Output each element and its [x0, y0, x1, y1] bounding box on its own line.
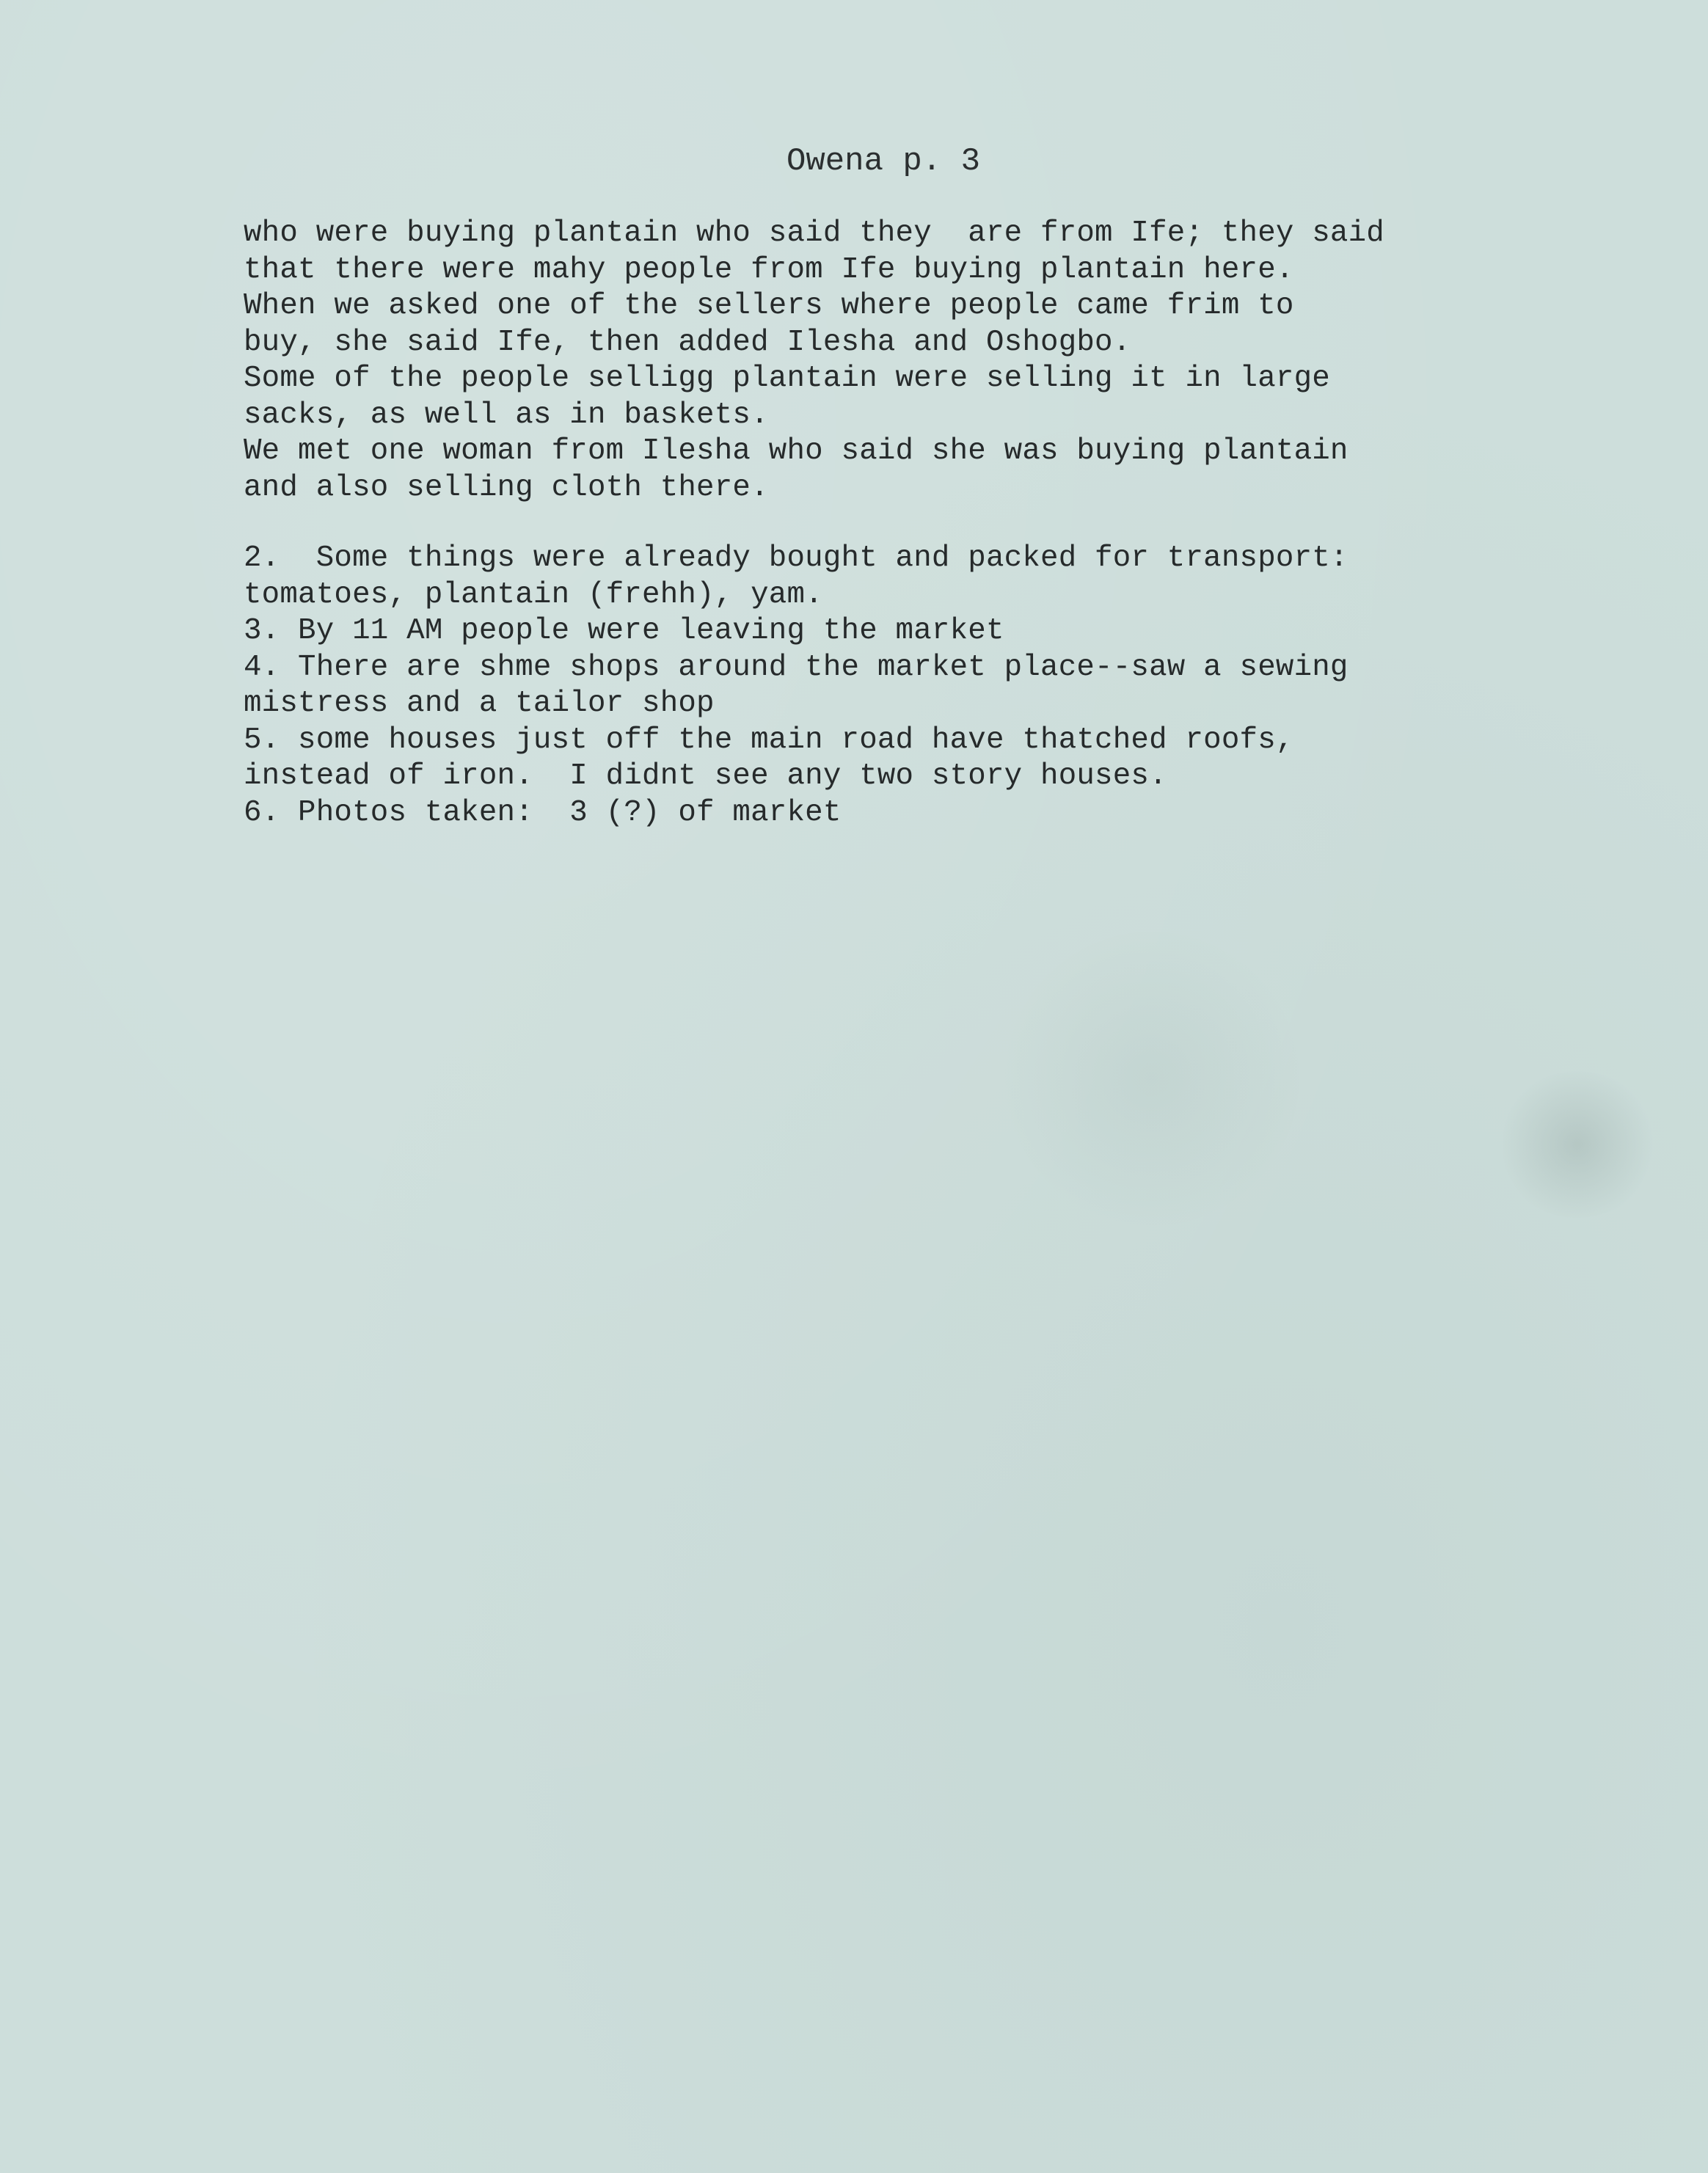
typed-body [244, 216, 1667, 831]
list-item-line: tomatoes, plantain (frehh), yam. [244, 577, 823, 612]
text-line: Some of the people selligg plantain were selling it in large [244, 362, 1330, 395]
list-item-line: 2. Some things were already bought and packed for transport: [244, 541, 1348, 575]
list-item-line: 3. By 11 AM people were leaving the market [244, 614, 1004, 648]
text-line: that there were mahy people from Ife buying plantain here. [244, 252, 1294, 287]
list-item-line: mistress and a tailor shop [244, 687, 715, 720]
paper-stain [1497, 1071, 1658, 1218]
list-item-line: 5. some houses just off the main road have thatched roofs, [244, 723, 1294, 757]
text-line: sacks, as well as in baskets. [244, 398, 769, 432]
text-line: When we asked one of the sellers where people came frim to [244, 289, 1294, 323]
text-line: We met one woman from Ilesha who said she was buying plantain [244, 434, 1348, 468]
list-item-line: 6. Photos taken: 3 (?) of market [244, 795, 842, 830]
text-line: who were buying plantain who said they are from Ife; they said [244, 216, 1384, 250]
text-line: and also selling cloth there. [244, 470, 769, 505]
paper-stain [998, 924, 1306, 1232]
list-item-line: instead of iron. I didnt see any two story houses. [244, 759, 1167, 793]
page-header: Owena p. 3 [786, 143, 981, 180]
text-line: buy, she said Ife, then added Ilesha and Oshogbo. [244, 325, 1131, 359]
paragraph-gap [244, 506, 1667, 541]
list-item-line: 4. There are shme shops around the market place--saw a sewing [244, 650, 1348, 684]
